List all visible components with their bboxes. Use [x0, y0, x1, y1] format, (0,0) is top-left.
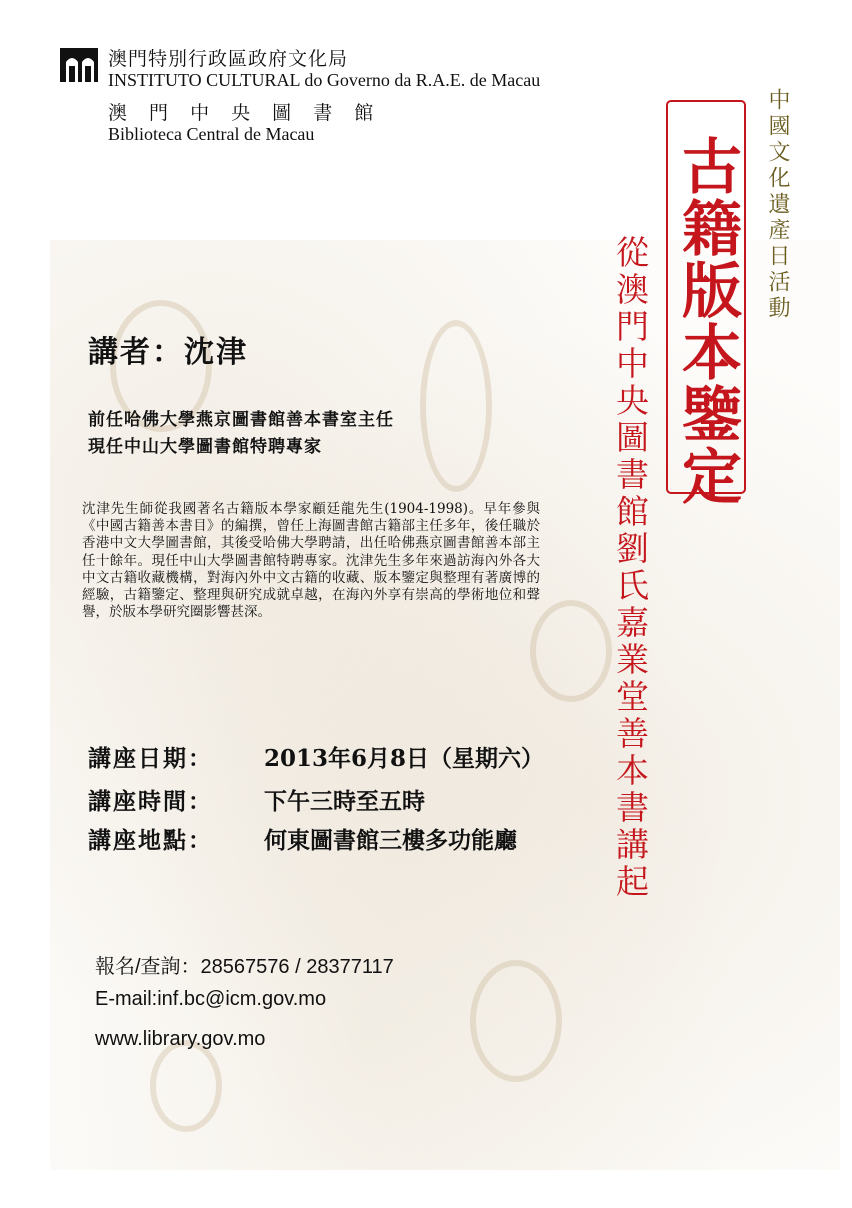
date-label: 講座日期： [88, 745, 213, 772]
background-brush-stroke [530, 600, 612, 702]
library-name-chinese: 澳 門 中 央 圖 書 館 [108, 102, 382, 124]
lecture-venue-row [88, 822, 517, 855]
speaker-current-role: 現任中山大學圖書館特聘專家 [88, 437, 322, 457]
contact-phone: 報名/查詢：28567576 / 28377117 [95, 956, 394, 978]
lecture-subtitle: 從澳門中央圖書館劉氏嘉業堂善本書講起 [611, 235, 650, 901]
venue-label: 講座地點： [88, 827, 213, 854]
institute-name-portuguese: INSTITUTO CULTURAL do Governo da R.A.E. de Macau [108, 70, 541, 90]
background-brush-stroke [420, 320, 492, 492]
background-brush-stroke [470, 960, 562, 1082]
event-series-label: 中國文化遺產日活動 [765, 88, 790, 322]
library-name-portuguese: Biblioteca Central de Macau [108, 124, 315, 144]
date-value: 2013年6月8日（星期六） [264, 745, 545, 772]
background-brush-stroke [150, 1040, 222, 1132]
contact-website[interactable]: www.library.gov.mo [95, 1028, 266, 1050]
speaker-biography: 沈津先生師從我國著名古籍版本學家顧廷龍先生(1904-1998)。早年參與《中國古籍善本書目》的編撰，曾任上海圖書館古籍部主任多年，後任職於香港中文大學圖書館，其後受哈佛大學聘請，出任哈佛燕京圖書館善本部主任十餘年。現任中山大學圖書館特聘專家。沈津先生多年來過訪海內外各大中文古籍收藏機構，對海內外中文古籍的收藏、版本鑒定與整理有著廣博的經驗，古籍鑒定、整理與研究成就卓越，在海內外享有崇高的學術地位和聲譽，於版本學研究圈影響甚深。 [82, 501, 540, 621]
lecture-title: 古籍版本鑒定 [672, 135, 742, 507]
time-value: 下午三時至五時 [264, 788, 425, 815]
lecture-date-row [88, 740, 544, 773]
institute-name-chinese: 澳門特別行政區政府文化局 [108, 48, 349, 70]
time-label: 講座時間： [88, 788, 213, 815]
speaker-former-role: 前任哈佛大學燕京圖書館善本書室主任 [88, 410, 394, 430]
venue-value: 何東圖書館三樓多功能廳 [264, 827, 517, 854]
contact-email[interactable]: E-mail:inf.bc@icm.gov.mo [95, 988, 327, 1010]
speaker-name: 講者：沈津 [88, 335, 248, 370]
lecture-time-row [88, 783, 425, 816]
institute-logo-icon [60, 48, 98, 82]
